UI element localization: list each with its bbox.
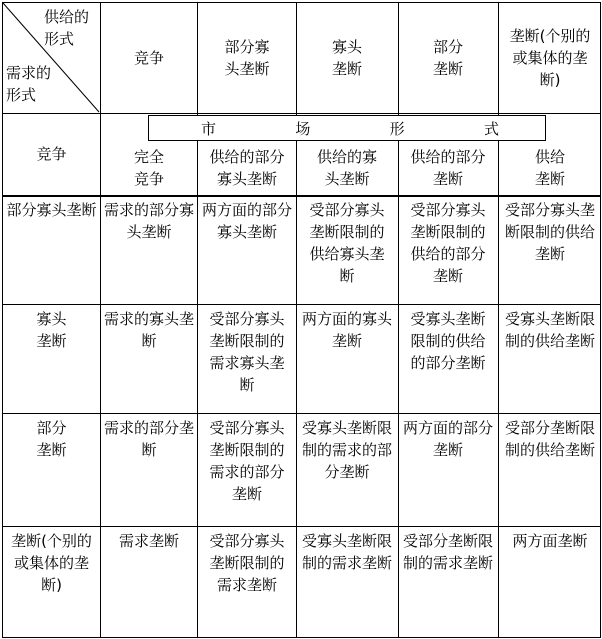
grid-line [197, 141, 198, 638]
table-cell: 供给的部分垄断 [410, 148, 486, 188]
table-cell: 两方面的部分寡头垄断 [201, 201, 292, 241]
table-cell: 两方面的部分垄断 [402, 419, 493, 459]
table-cell: 受部分寡头垄断限制的需求寡头垄断 [209, 310, 285, 394]
grid-line [100, 2, 101, 638]
table-cell: 需求的部分垄断 [103, 419, 194, 459]
grid-line [398, 141, 399, 638]
banner-char: 场 [295, 119, 311, 138]
supply-form-label: 供给的形式 [44, 8, 90, 48]
table-cell: 两方面垄断 [512, 532, 588, 550]
table-cell: 受寡头垄断限制的需求的部分垄断 [301, 419, 392, 481]
market-forms-banner [148, 115, 546, 141]
grid-line [398, 2, 399, 115]
row-header-monopoly: 垄断(个别的或集体的垄断) [11, 532, 92, 594]
table-cell: 需求垄断 [118, 532, 179, 550]
table-cell: 需求的部分寡头垄断 [103, 201, 194, 241]
table-cell: 受寡头垄断限制的需求垄断 [301, 532, 392, 572]
table-cell: 受部分寡头垄断限制的供给的部分垄断 [410, 201, 486, 285]
grid-line [2, 413, 601, 414]
table-cell: 需求的寡头垄断 [103, 310, 194, 350]
row-header-competition: 竞争 [36, 145, 67, 163]
grid-line [2, 526, 601, 527]
table-cell: 受部分寡头垄断限制的需求的部分垄断 [209, 419, 285, 503]
grid-line [2, 113, 601, 114]
table-cell: 供给的寡头垄断 [316, 148, 377, 188]
banner-char: 式 [483, 119, 499, 138]
column-header-competition: 竞争 [133, 49, 164, 67]
grid-line [498, 141, 499, 638]
column-header-partial-oligopoly: 部分寡头垄断 [224, 38, 270, 78]
column-header-monopoly: 垄断(个别的或集体的垄断) [509, 27, 591, 89]
grid-line [296, 2, 297, 115]
row-header-oligopoly: 寡头垄断 [36, 310, 67, 350]
table-cell: 两方面的寡头垄断 [301, 310, 392, 350]
table-cell: 受部分垄断限制的供给垄断 [504, 419, 595, 459]
row-header-partial-oligopoly: 部分寡头垄断 [6, 201, 97, 219]
table-cell: 受部分寡头垄断限制的供给垄断 [504, 201, 595, 263]
table-cell: 受部分寡头垄断限制的需求垄断 [209, 532, 285, 594]
grid-line [2, 304, 601, 305]
banner-char: 形 [389, 119, 405, 138]
table-cell: 供给的部分寡头垄断 [209, 148, 285, 188]
grid-line [498, 2, 499, 115]
row-header-partial-monopoly: 部分垄断 [36, 419, 67, 459]
grid-line [2, 2, 3, 638]
table-cell: 完全竞争 [133, 148, 164, 188]
table-cell: 受寡头垄断限制的供给垄断 [504, 310, 595, 350]
grid-line [600, 2, 601, 638]
grid-line [2, 195, 601, 197]
grid-line [296, 141, 297, 638]
column-header-partial-monopoly: 部分垄断 [432, 38, 463, 78]
demand-form-label: 需求的形式 [6, 64, 52, 104]
table-cell: 受部分垄断限制的需求垄断 [402, 532, 493, 572]
column-header-oligopoly: 寡头垄断 [331, 38, 362, 78]
grid-line [2, 637, 601, 638]
table-cell: 受部分寡头垄断限制的供给寡头垄断 [309, 201, 385, 285]
banner-char: 市 [201, 119, 217, 138]
grid-line [2, 2, 601, 3]
table-cell: 受寡头垄断限制的供给的部分垄断 [410, 310, 486, 372]
grid-line [197, 2, 198, 115]
table-cell: 供给垄断 [534, 148, 565, 188]
